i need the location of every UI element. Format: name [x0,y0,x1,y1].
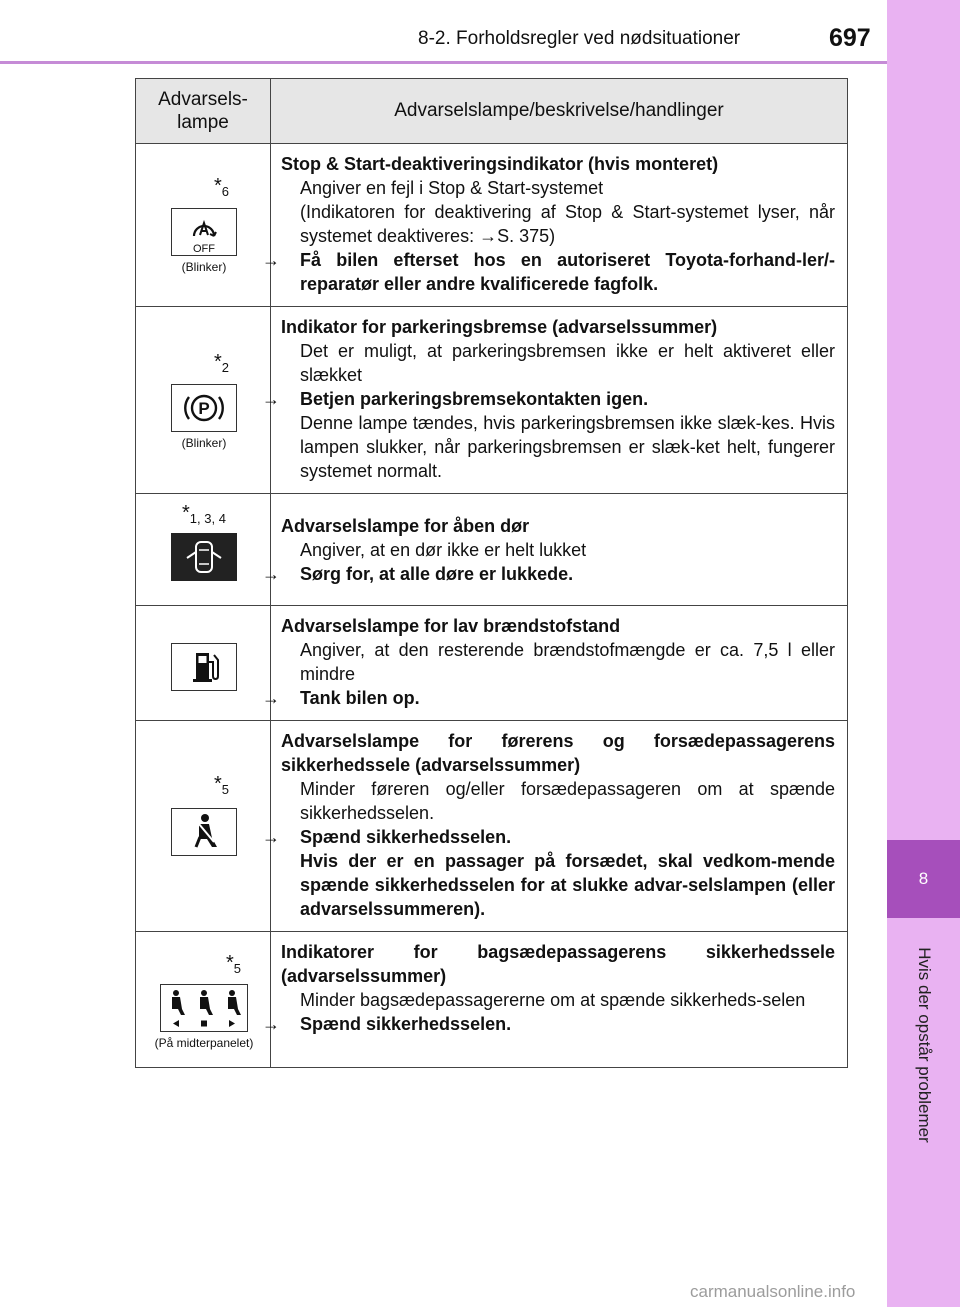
table-row [136,606,848,721]
footnote-marker: $*_6$ [214,175,230,199]
lamp-note: Denne lampe tændes, hvis parkeringsbremsen ikke slæk-kes. Hvis lampen slukker, når parkeringsbremsen er slæk-ket helt, fungerer systemet normalt. [300,413,835,481]
lamp-action: → Sørg for, at alle døre er lukkede. [262,564,574,584]
lamp-title: Stop & Start-deaktiveringsindikator (hvis monteret) [281,154,719,174]
lamp-description: Angiver en fejl i Stop & Start-systemet [300,178,604,198]
lamp-action: → Betjen parkeringsbremsekontakten igen. [262,389,649,409]
seatbelt-icon [171,808,237,856]
warning-lamp-table [135,78,848,1068]
arrow-icon: → [262,389,280,409]
footnote-marker: $*_5$ [214,773,230,797]
description-cell [262,606,848,721]
description-cell [262,932,848,1068]
arrow-icon: → [262,250,280,270]
lamp-caption: (Blinker) [181,260,227,274]
description-cell [262,144,848,307]
lamp-action: → Få bilen efterset hos en autoriseret Toyota-forhand-ler/-reparatør eller andre kvalificerede fagfolk. [262,250,835,294]
table-row [136,307,848,494]
watermark: carmanualsonline.info [690,1282,856,1301]
arrow-icon: → [262,827,280,847]
lamp-cell [136,307,271,494]
lamp-cell [136,606,271,721]
lamp-description: Angiver, at en dør ikke er helt lukket [300,540,587,560]
lamp-action-note: Hvis der er en passager på forsædet, skal vedkom-mende spænde sikkerhedsselen for at slukke advar-selslampen (eller advarselssummeren). [300,851,835,919]
lamp-caption: (Blinker) [181,436,227,450]
lamp-description: Angiver, at den resterende brændstofmængde er ca. 7,5 l eller mindre [300,640,835,684]
table-row [136,932,848,1068]
lamp-title: Indikator for parkeringsbremse (advarselssummer) [281,317,718,337]
lamp-cell [136,494,271,606]
chapter-tab[interactable]: 8 [887,840,960,918]
lamp-title: Advarselslampe for førerens og forsædepassagerens sikkerhedssele (advarselssummer) [281,731,835,775]
svg-text:P: P [198,399,210,418]
chapter-title: Hvis der opstår problemer [915,947,934,1143]
footnote-marker: $*_{1, 3, 4}$ [182,502,226,526]
lamp-description: Det er muligt, at parkeringsbremsen ikke er helt aktiveret eller slækket [300,341,835,385]
lamp-cell [136,144,271,307]
lamp-title: Advarselslampe for lav brændstofstand [281,616,621,636]
arrow-icon: → [262,688,280,708]
col-header-lamp: Advarsels- lampe [136,79,271,144]
header-divider [0,61,887,64]
arrow-icon: → [479,226,498,246]
description-cell [262,494,848,606]
lamp-caption: (På midterpanelet) [154,1036,254,1050]
description-cell [262,307,848,494]
rear-seatbelts-icon [160,984,248,1032]
fuel-pump-icon [171,643,237,691]
table-row [136,721,848,932]
table-row [136,494,848,606]
section-title: 8-2. Forholdsregler ved nødsituationer [418,28,741,49]
footnote-marker: $*_2$ [214,351,230,375]
arrow-icon: → [262,1014,280,1034]
col-header-description: Advarselslampe/beskrivelse/handlinger [271,79,848,144]
arrow-icon: → [262,564,280,584]
lamp-action: → Spænd sikkerhedsselen. [262,827,512,847]
lamp-title: Indikatorer for bagsædepassagerens sikkerhedssele (advarselssummer) [281,942,835,986]
lamp-description: Minder føreren og/eller forsædepassageren om at spænde sikkerhedsselen. [300,779,835,823]
open-door-icon [171,533,237,581]
svg-text:OFF: OFF [193,243,215,255]
lamp-description: Minder bagsædepassagererne om at spænde sikkerheds-selen [300,990,806,1010]
lamp-action: → Tank bilen op. [262,688,420,708]
lamp-note: (Indikatoren for deaktivering af Stop & Start-systemet lyser, når systemet deaktiveres: →S. 375) [300,202,835,246]
lamp-action: → Spænd sikkerhedsselen. [262,1014,512,1034]
stop-start-off-icon [171,208,237,256]
lamp-cell [136,932,271,1068]
lamp-title: Advarselslampe for åben dør [281,516,530,536]
lamp-cell [136,721,271,932]
table-row [136,144,848,307]
page-reference[interactable]: S. 375) [497,226,556,246]
description-cell [262,721,848,932]
page-number: 697 [829,24,871,52]
footnote-marker: $*_5$ [226,952,242,976]
table-header-row [136,79,848,144]
parking-brake-icon [171,384,237,432]
